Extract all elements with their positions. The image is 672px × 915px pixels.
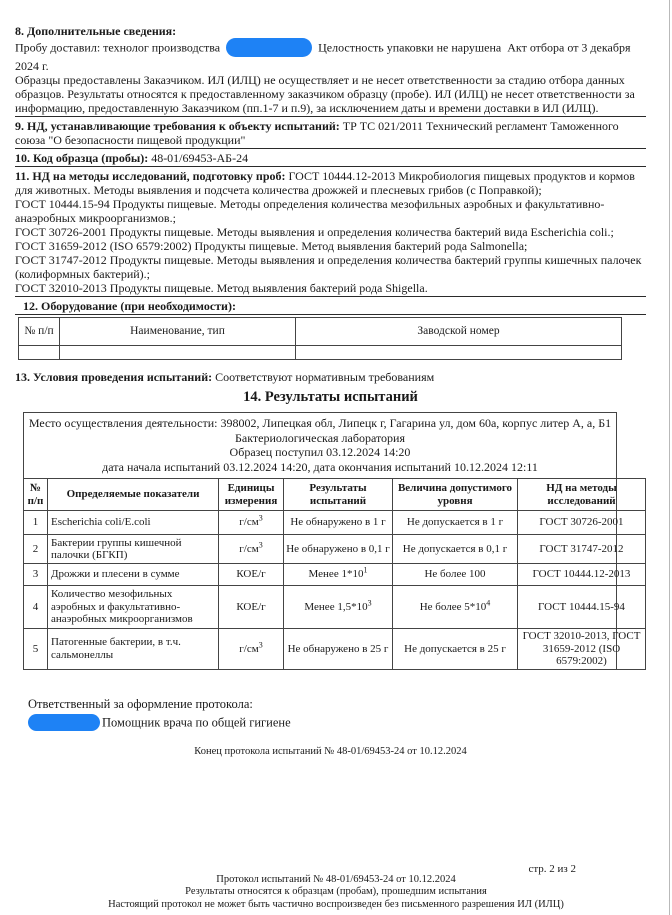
method-standard-entry: ГОСТ 10444.12-2013 Микробиология пищевых продуктов и кормов для животных. Методы выявления и подсчета количества дрожжей и плесневых грибов (с Поправкой); bbox=[15, 169, 635, 197]
table-row bbox=[24, 535, 646, 564]
signature-role: Помощник врача по общей гигиене bbox=[102, 714, 291, 729]
method-standard-entry: ГОСТ 31747-2012 Продукты пищевые. Методы выявления и определения количества бактерий группы кишечных палочек (колиформных бактерий).; bbox=[15, 253, 642, 281]
cell-method: ГОСТ 30726-2001 bbox=[518, 511, 646, 535]
laboratory-name-line: Бактериологическая лаборатория bbox=[235, 430, 405, 445]
section-13-label: 13. Условия проведения испытаний: bbox=[15, 370, 213, 384]
section-8-paragraph: Образцы предоставлены Заказчиком. ИЛ (ИЛЦ) не осуществляет и не несет ответственности за стадию отбора данных образцов. Результаты относятся к предоставленному заказчиком образцу (пробе). ИЛ (ИЛЦ) не несет ответственности за информацию, предоставленную Заказчиком (пп.1-7 и п.9), за исключением даты и времени доставки в ИЛ (ИЛЦ). bbox=[15, 73, 635, 115]
sample-code-value: 48-01/69453-АБ-24 bbox=[151, 151, 249, 165]
cell-indicator: Бактерии группы кишечной палочки (БГКП) bbox=[48, 535, 219, 564]
results-col-result: Результаты испытаний bbox=[284, 479, 393, 511]
equipment-col-serial: Заводской номер bbox=[296, 318, 622, 346]
equipment-cell-empty bbox=[60, 346, 296, 360]
section-divider bbox=[15, 148, 646, 149]
cell-method: ГОСТ 10444.12-2013 bbox=[518, 564, 646, 586]
equipment-col-num: № п/п bbox=[19, 318, 60, 346]
section-11-label: 11. НД на методы исследований, подготовку проб: bbox=[15, 169, 286, 183]
section-13 bbox=[15, 370, 646, 384]
section-13-text: Соответствуют нормативным требованиям bbox=[215, 370, 435, 384]
cell-indicator: Дрожжи и плесени в сумме bbox=[48, 564, 219, 586]
results-col-units: Единицы измерения bbox=[219, 479, 284, 511]
cell-result: Менее $1*10^1$ bbox=[284, 564, 393, 586]
results-col-num: № п/п bbox=[24, 479, 48, 511]
cell-num: 1 bbox=[24, 511, 48, 535]
section-9-text: ТР ТС 021/2011 Технический регламент Таможенного союза "О безопасности пищевой продукции" bbox=[15, 119, 619, 147]
cell-indicator: Escherichia coli/E.coli bbox=[48, 511, 219, 535]
section-14-heading: 14. Результаты испытаний bbox=[243, 389, 418, 405]
equipment-empty-row bbox=[19, 346, 622, 360]
cell-allowed: Не допускается в 0,1 г bbox=[393, 535, 518, 564]
section-8 bbox=[15, 24, 646, 115]
table-row bbox=[24, 586, 646, 629]
cell-result: Не обнаружено в 0,1 г bbox=[284, 535, 393, 564]
end-of-protocol-line: Конец протокола испытаний № 48-01/69453-24 от 10.12.2024 bbox=[194, 745, 467, 757]
cell-allowed: Не более 100 bbox=[393, 564, 518, 586]
results-table bbox=[23, 478, 646, 670]
cell-allowed: Не более $5*10^4$ bbox=[393, 586, 518, 629]
results-block bbox=[23, 412, 641, 670]
section-divider bbox=[15, 314, 646, 315]
cell-units: КОЕ/г bbox=[219, 564, 284, 586]
signature-block bbox=[28, 696, 646, 733]
section-divider bbox=[15, 116, 646, 117]
section-9-label: 9. НД, устанавливающие требования к объекту испытаний: bbox=[15, 119, 340, 133]
cell-allowed: Не допускается в 25 г bbox=[393, 629, 518, 670]
page-number: стр. 2 из 2 bbox=[528, 863, 576, 875]
cell-units: $г/см^3$ bbox=[219, 629, 284, 670]
activity-address-line: Место осуществления деятельности: 398002, Липецкая обл, Липецк г, Гагарина ул, дом 60а, корпус литер А, а, Б1 bbox=[28, 416, 612, 430]
footer-protocol-line: Протокол испытаний № 48-01/69453-24 от 10.12.2024 bbox=[216, 874, 456, 885]
cell-method: ГОСТ 31747-2012 bbox=[518, 535, 646, 564]
section-11-first-line bbox=[15, 169, 646, 197]
footer-copyright-line: Настоящий протокол не может быть частично воспроизведен без письменного разрешения ИЛ (ИЛЦ) bbox=[108, 898, 564, 910]
results-table-header-row bbox=[24, 479, 646, 511]
equipment-cell-empty bbox=[19, 346, 60, 360]
scan-edge-line bbox=[669, 0, 670, 915]
delivered-text-after: Целостность упаковки не нарушена Акт отбора от 3 декабря 2024 г. bbox=[15, 40, 634, 73]
section-12-heading: 12. Оборудование (при необходимости): bbox=[23, 299, 236, 313]
cell-units: $г/см^3$ bbox=[219, 535, 284, 564]
results-col-allowed: Величина допустимого уровня bbox=[393, 479, 518, 511]
cell-num: 4 bbox=[24, 586, 48, 629]
section-10-label: 10. Код образца (пробы): bbox=[15, 151, 149, 165]
page-footer bbox=[0, 874, 672, 911]
table-row bbox=[24, 564, 646, 586]
section-12 bbox=[15, 299, 646, 360]
equipment-table bbox=[18, 317, 622, 360]
results-col-method: НД на методы исследований bbox=[518, 479, 646, 511]
cell-result: Менее $1,5*10^3$ bbox=[284, 586, 393, 629]
cell-method: ГОСТ 32010-2013, ГОСТ 31659-2012 (ISO 6579:2002) bbox=[518, 629, 646, 670]
table-row bbox=[24, 629, 646, 670]
section-8-delivered-line bbox=[15, 38, 646, 73]
cell-num: 5 bbox=[24, 629, 48, 670]
sample-received-line: Образец поступил 03.12.2024 14:20 bbox=[229, 445, 411, 459]
cell-units: КОЕ/г bbox=[219, 586, 284, 629]
cell-result: Не обнаружено в 1 г bbox=[284, 511, 393, 535]
table-row bbox=[24, 511, 646, 535]
section-divider bbox=[15, 166, 646, 167]
cell-result: Не обнаружено в 25 г bbox=[284, 629, 393, 670]
method-standard-entry: ГОСТ 30726-2001 Продукты пищевые. Методы выявления и определения количества бактерий вида Escherichia coli.; bbox=[15, 225, 614, 239]
equipment-cell-empty bbox=[296, 346, 622, 360]
delivered-text-before: Пробу доставил: технолог производства bbox=[15, 40, 221, 55]
cell-indicator: Патогенные бактерии, в т.ч. сальмонеллы bbox=[48, 629, 219, 670]
results-info-block bbox=[24, 413, 616, 478]
method-standard-entry: ГОСТ 32010-2013 Продукты пищевые. Метод выявления бактерий рода Shigella. bbox=[15, 281, 428, 295]
section-8-heading: 8. Дополнительные сведения: bbox=[15, 24, 177, 38]
cell-allowed: Не допускается в 1 г bbox=[393, 511, 518, 535]
cell-indicator: Количество мезофильных аэробных и факультативно-анаэробных микроорганизмов bbox=[48, 586, 219, 629]
footer-results-line: Результаты относятся к образцам (пробам), прошедшим испытания bbox=[185, 886, 487, 898]
section-9 bbox=[15, 119, 646, 147]
equipment-col-name: Наименование, тип bbox=[60, 318, 296, 346]
method-standard-entry: ГОСТ 10444.15-94 Продукты пищевые. Методы определения количества мезофильных аэробных и факультативно-анаэробных микроорганизмов.; bbox=[15, 197, 605, 225]
cell-num: 3 bbox=[24, 564, 48, 586]
section-11 bbox=[15, 169, 646, 295]
redaction-mark bbox=[28, 714, 100, 731]
test-dates-line: дата начала испытаний 03.12.2024 14:20, дата окончания испытаний 10.12.2024 12:11 bbox=[102, 459, 538, 474]
redaction-mark bbox=[226, 38, 312, 57]
section-10 bbox=[15, 151, 646, 165]
equipment-table-header-row bbox=[19, 318, 622, 346]
cell-method: ГОСТ 10444.15-94 bbox=[518, 586, 646, 629]
signature-title-line: Ответственный за оформление протокола: bbox=[28, 696, 253, 711]
cell-units: $г/см^3$ bbox=[219, 511, 284, 535]
results-col-indicator: Определяемые показатели bbox=[48, 479, 219, 511]
method-standard-entry: ГОСТ 31659-2012 (ISO 6579:2002) Продукты пищевые. Метод выявления бактерий рода Salmonella; bbox=[15, 239, 528, 253]
signature-row bbox=[28, 714, 646, 733]
cell-num: 2 bbox=[24, 535, 48, 564]
section-divider bbox=[15, 296, 646, 297]
